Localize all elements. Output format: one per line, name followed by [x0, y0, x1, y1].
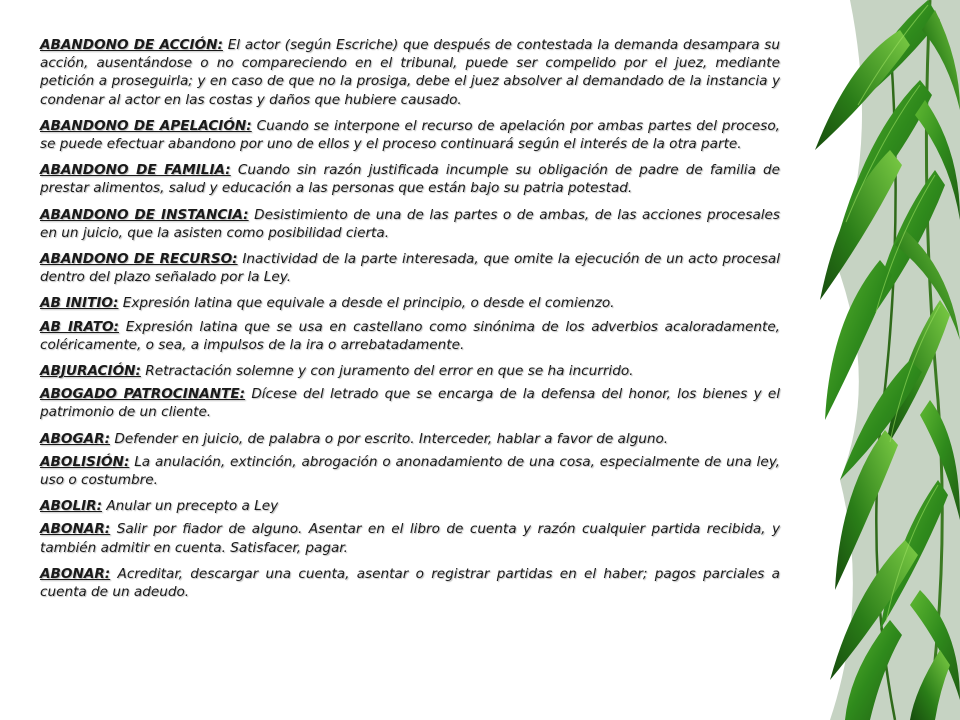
- entry-definition: Dícese del letrado que se encarga de la defensa del honor, los bienes y el patrimonio de un cliente.: [40, 386, 780, 421]
- glossary-entry: [40, 385, 780, 421]
- entry-term: AB INITIO:: [40, 295, 119, 312]
- entry-definition: Expresión latina que se usa en castellano como sinónima de los adverbios acaloradamente, coléricamente, o sea, a impulsos de la ira o arrebatadamente.: [40, 318, 781, 353]
- entry-term: ABANDONO DE FAMILIA:: [40, 162, 231, 179]
- glossary-entry: [40, 36, 780, 109]
- entry-definition: Cuando se interpone el recurso de apelación por ambas partes del proceso, se puede efectuar abandono por uno de ellos y el proceso continuará según el interés de la otra parte.: [40, 117, 780, 153]
- entry-term: ABOGADO PATROCINANTE:: [40, 386, 246, 403]
- entry-term: ABOLIR:: [40, 498, 103, 515]
- glossary-entry: [40, 453, 780, 489]
- entry-term: ABANDONO DE APELACIÓN:: [40, 117, 252, 134]
- entry-definition: Expresión latina que equivale a desde el principio, o desde el comienzo.: [118, 295, 615, 312]
- entry-definition: El actor (según Escriche) que después de contestada la demanda desampara su acción, ausentándose o no compareciendo en el tribunal, puede ser compelido por el juez, mediante petición a proseguirla; y en caso de que no la prosiga, debe el juez absolver al demandado de la instancia y condenar al actor en las costas y daños que hubiere causado.: [40, 37, 780, 108]
- glossary-entry: [40, 565, 780, 601]
- entry-term: ABOGAR:: [40, 430, 111, 447]
- glossary-entry: [40, 497, 780, 515]
- entry-definition: Retractación solemne y con juramento del error en que se ha incurrido.: [140, 363, 634, 380]
- glossary-text: [40, 36, 780, 609]
- entry-definition: Inactividad de la parte interesada, que omite la ejecución de un acto procesal dentro del plazo señalado por la Ley.: [40, 251, 780, 286]
- glossary-entry: [40, 206, 780, 242]
- glossary-entry: [40, 430, 780, 448]
- entry-definition: Cuando sin razón justificada incumple su obligación de padre de familia de prestar alimentos, salud y educación a las personas que están bajo su patria potestad.: [40, 162, 780, 197]
- entry-definition: Desistimiento de una de las partes o de ambas, de las acciones procesales en un juicio, que la asisten como posibilidad cierta.: [40, 206, 781, 241]
- bamboo-leaves-decoration: [810, 0, 960, 720]
- glossary-entry: [40, 117, 780, 153]
- entry-term: ABANDONO DE ACCIÓN:: [40, 37, 223, 53]
- glossary-entry: [40, 294, 780, 312]
- glossary-entry: [40, 250, 780, 286]
- glossary-entry: [40, 161, 780, 197]
- entry-definition: Defender en juicio, de palabra o por escrito. Interceder, hablar a favor de alguno.: [110, 430, 669, 447]
- entry-term: ABJURACIÓN:: [40, 363, 141, 380]
- entry-term: ABANDONO DE RECURSO:: [40, 251, 238, 268]
- entry-term: ABANDONO DE INSTANCIA:: [40, 206, 249, 223]
- entry-term: ABONAR:: [40, 521, 111, 538]
- glossary-entry: [40, 318, 780, 354]
- glossary-entry: [40, 520, 780, 556]
- entry-definition: Acreditar, descargar una cuenta, asentar o registrar partidas en el haber; pagos parciales a cuenta de un adeudo.: [40, 565, 780, 601]
- entry-definition: Salir por fiador de alguno. Asentar en el libro de cuenta y razón cualquier partida recibida, y también admitir en cuenta. Satisfacer, pagar.: [40, 521, 780, 556]
- entry-definition: La anulación, extinción, abrogación o anonadamiento de una cosa, especialmente de una ley, uso o costumbre.: [40, 453, 780, 489]
- entry-definition: Anular un precepto a Ley: [102, 498, 279, 515]
- entry-term: ABOLISIÓN:: [40, 453, 130, 470]
- entry-term: AB IRATO:: [40, 318, 119, 335]
- glossary-entry: [40, 362, 780, 380]
- entry-term: ABONAR:: [40, 565, 111, 582]
